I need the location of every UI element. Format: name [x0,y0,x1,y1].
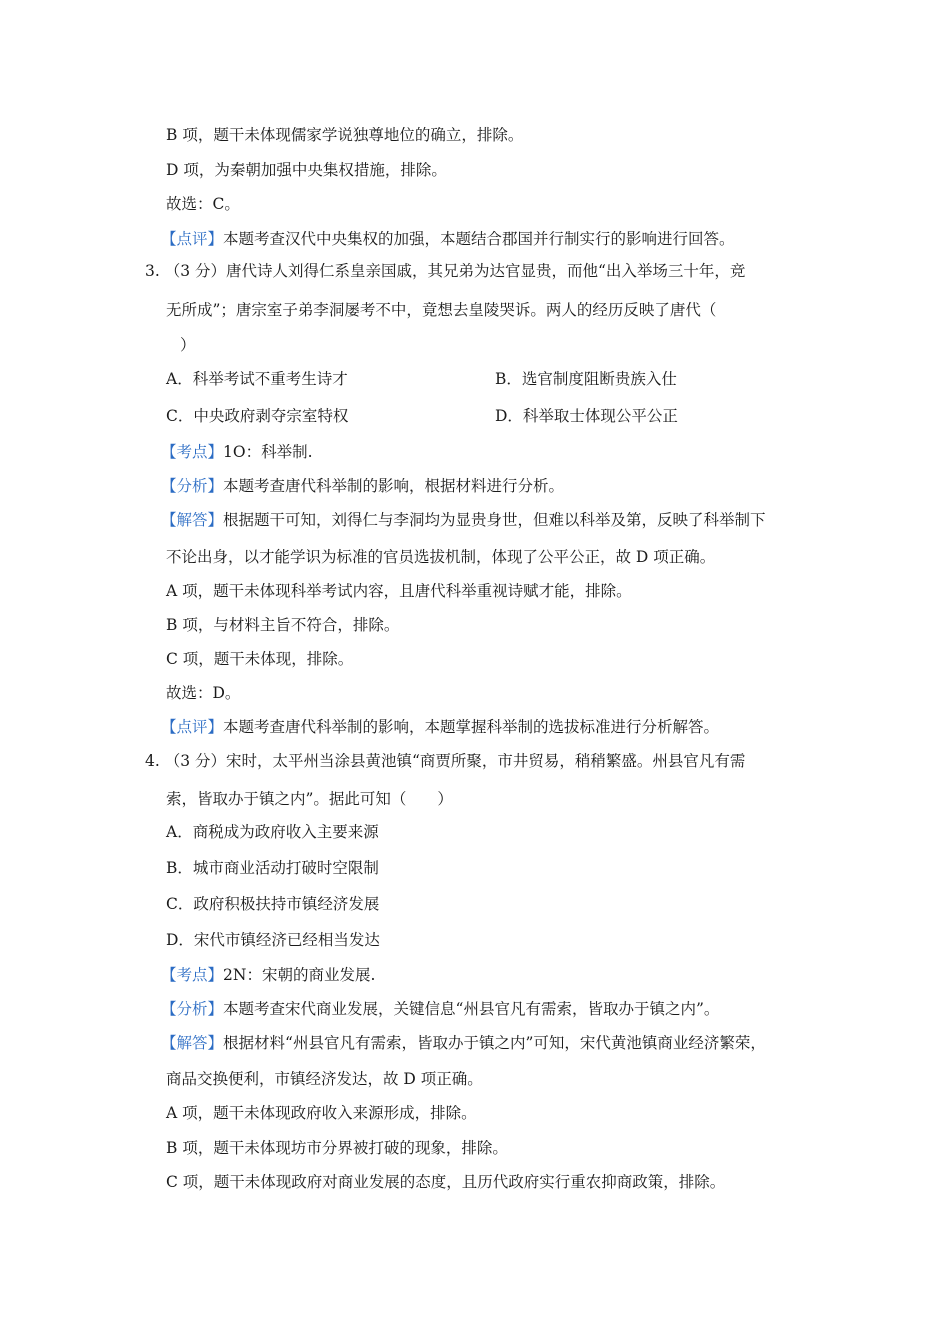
comment-text: 本题考查唐代科举制的影响，本题掌握科举制的选拔标准进行分析解答。 [223,718,720,736]
comment-tag: 【点评】 [161,718,224,736]
point-text: 2N：宋朝的商业发展. [223,966,376,984]
q3-option-a-note: A 项，题干未体现科举考试内容，且唐代科举重视诗赋才能，排除。 [166,582,632,600]
analysis-text: 本题考查宋代商业发展，关键信息“州县官凡有需索，皆取办于镇之内”。 [223,1000,720,1018]
q3-point [161,441,313,463]
solution-tag: 【解答】 [161,1034,224,1052]
q3-analysis [161,475,564,497]
q3-stem-line2: 无所成”；唐宗室子弟李洞屡考不中，竟想去皇陵哭诉。两人的经历反映了唐代（ [166,301,717,319]
solution-text: 根据题干可知，刘得仁与李洞均为显贵身世，但难以科举及第，反映了科举制下 [223,511,766,529]
q4-option-d: D．宋代市镇经济已经相当发达 [166,931,380,949]
solution-tag: 【解答】 [161,511,224,529]
q3-option-c-note: C 项，题干未体现，排除。 [166,650,354,668]
q2-option-d-note: D 项，为秦朝加强中央集权措施，排除。 [166,161,447,179]
q4-option-b-note: B 项，题干未体现坊市分界被打破的现象，排除。 [166,1139,508,1157]
q4-option-a: A．商税成为政府收入主要来源 [166,823,379,841]
analysis-tag: 【分析】 [161,1000,224,1018]
q3-option-c: C．中央政府剥夺宗室特权 [166,407,349,425]
solution-text: 根据材料“州县官凡有需索，皆取办于镇之内”可知，宋代黄池镇商业经济繁荣， [223,1034,766,1052]
q4-option-c-note: C 项，题干未体现政府对商业发展的态度，且历代政府实行重农抑商政策，排除。 [166,1173,726,1191]
q4-stem-line2: 索，皆取办于镇之内”。据此可知（ ） [166,790,453,808]
point-text: 1O：科举制. [223,443,313,461]
q3-option-b-note: B 项，与材料主旨不符合，排除。 [166,616,400,634]
q3-solution-line2: 不论出身，以才能学识为标准的官员选拔机制，体现了公平公正，故 D 项正确。 [166,548,716,566]
q2-answer: 故选：C。 [166,195,240,213]
q3-option-b: B．选官制度阻断贵族入仕 [495,370,677,388]
comment-tag: 【点评】 [161,230,224,248]
q4-option-b: B．城市商业活动打破时空限制 [166,859,379,877]
q4-solution-line1 [161,1032,766,1054]
comment-text: 本题考查汉代中央集权的加强，本题结合郡国并行制实行的影响进行回答。 [223,230,735,248]
point-tag: 【考点】 [161,966,224,984]
q4-analysis [161,998,719,1020]
analysis-tag: 【分析】 [161,477,224,495]
q3-stem-line1: 3. （3 分）唐代诗人刘得仁系皇亲国戚，其兄弟为达官显贵，而他“出入举场三十年，竞 [145,262,746,280]
q3-option-a: A．科举考试不重考生诗才 [166,370,348,388]
q3-option-d: D．科举取士体现公平公正 [495,407,678,425]
q4-option-a-note: A 项，题干未体现政府收入来源形成，排除。 [166,1104,477,1122]
q2-comment [161,228,735,250]
q4-option-c: C．政府积极扶持市镇经济发展 [166,895,380,913]
q3-solution-line1 [161,509,766,531]
q4-stem-line1: 4. （3 分）宋时，太平州当涂县黄池镇“商贾所聚，市井贸易，稍稍繁盛。州县官凡有需 [145,752,746,770]
point-tag: 【考点】 [161,443,224,461]
q3-comment [161,716,719,738]
analysis-text: 本题考查唐代科举制的影响，根据材料进行分析。 [223,477,565,495]
q4-point [161,964,375,986]
q4-solution-line2: 商品交换便利，市镇经济发达，故 D 项正确。 [166,1070,483,1088]
q3-answer: 故选：D。 [166,684,241,702]
q2-option-b-note: B 项，题干未体现儒家学说独尊地位的确立，排除。 [166,126,524,144]
q3-stem-line3: ） [180,336,196,354]
